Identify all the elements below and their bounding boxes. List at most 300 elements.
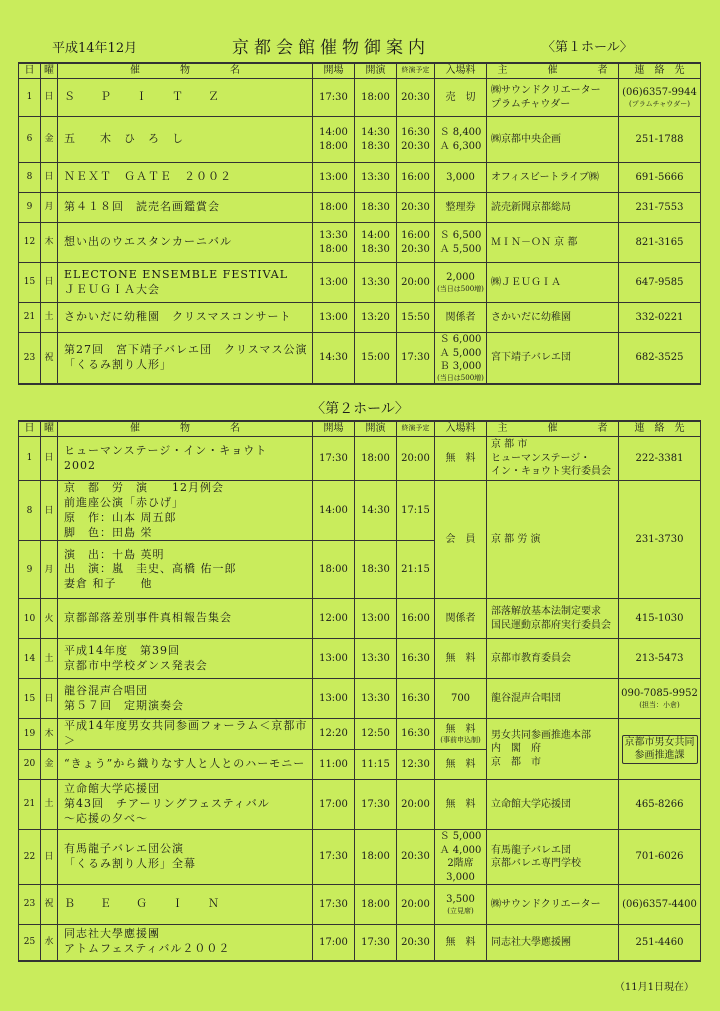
end-time-line: 12:30 xyxy=(401,758,430,770)
contact-line: 691-5666 xyxy=(635,171,684,183)
start-time-line: 18:30 xyxy=(361,243,390,255)
weekday-cell: 火 xyxy=(41,599,58,639)
open-time-line: 13:30 xyxy=(319,230,348,241)
open-time-line: 13:00 xyxy=(319,171,348,183)
organizer xyxy=(487,303,619,333)
event-name-line: 龍谷混声合唱団 xyxy=(64,684,148,698)
organizer-line: 部落解放基本法制定要求 xyxy=(491,606,601,618)
table-row xyxy=(19,79,701,117)
contact-line: (06)6357-9944 xyxy=(622,87,697,99)
start-time xyxy=(355,830,397,885)
event-name xyxy=(58,263,313,303)
event-name xyxy=(58,750,313,780)
contact-box xyxy=(622,735,698,764)
event-name xyxy=(58,541,313,599)
weekday-cell: 祝 xyxy=(41,885,58,925)
weekday-cell: 月 xyxy=(41,541,58,599)
header xyxy=(0,0,720,60)
open-time-line: 13:00 xyxy=(319,653,348,665)
event-name-line: 第４１８回 読売名画鑑賞会 xyxy=(64,200,220,214)
contact-line: 465-8266 xyxy=(635,798,684,810)
start-time-line: 18:00 xyxy=(361,452,390,464)
event-name xyxy=(58,193,313,223)
end-time xyxy=(397,885,435,925)
start-time-line: 18:30 xyxy=(361,564,390,576)
open-time-line: 18:00 xyxy=(319,564,348,576)
start-time-line: 15:00 xyxy=(361,352,390,364)
admission-fee-line: 関係者 xyxy=(445,613,476,625)
event-name-line: ELECTONE ENSEMBLE FESTIVAL xyxy=(64,267,289,281)
open-time xyxy=(313,481,355,541)
organizer-line: 有馬龍子バレエ団 xyxy=(491,844,571,856)
end-time-line: 20:30 xyxy=(401,936,430,948)
event-name-line: 京 都 労 演 12月例会 xyxy=(64,481,224,494)
table-row xyxy=(19,333,701,384)
organizer xyxy=(487,437,619,481)
end-time-line: 20:30 xyxy=(401,243,430,255)
organizer xyxy=(487,193,619,223)
start-time-line: 13:30 xyxy=(361,693,390,705)
event-name xyxy=(58,679,313,719)
contact-line: 231-7553 xyxy=(635,201,684,213)
open-time-line: 13:00 xyxy=(319,311,348,323)
start-time xyxy=(355,599,397,639)
end-time xyxy=(397,719,435,750)
day-cell: 10 xyxy=(19,599,41,639)
contact-line: 332-0221 xyxy=(635,311,684,323)
contact xyxy=(619,437,701,481)
end-time-line: 16:00 xyxy=(401,171,430,183)
start-time-line: 18:30 xyxy=(361,201,390,213)
event-name xyxy=(58,599,313,639)
admission-fee-line: Ｓ 6,500 xyxy=(439,230,482,241)
day-cell: 8 xyxy=(19,163,41,193)
weekday-cell: 祝 xyxy=(41,333,58,384)
open-time-line: 17:30 xyxy=(319,452,348,464)
event-name-line: 出 演：嵐 圭史、高橋 佑一郎 xyxy=(64,562,237,576)
end-time-line: 16:30 xyxy=(401,653,430,665)
weekday-cell: 水 xyxy=(41,925,58,961)
admission-fee xyxy=(435,885,487,925)
open-time xyxy=(313,263,355,303)
organizer xyxy=(487,79,619,117)
event-name xyxy=(58,830,313,885)
admission-fee-line: Ｂ 3,000 xyxy=(439,361,482,372)
contact xyxy=(619,719,701,780)
table-row xyxy=(19,193,701,223)
contact xyxy=(619,193,701,223)
start-time-line: 14:00 xyxy=(361,230,390,241)
admission-fee-line: Ａ 5,500 xyxy=(439,243,482,255)
admission-fee-line: 2階席 3,000 xyxy=(446,858,475,883)
open-time xyxy=(313,679,355,719)
open-time-line: 17:30 xyxy=(319,91,348,103)
day-cell: 23 xyxy=(19,333,41,384)
weekday-cell: 土 xyxy=(41,780,58,830)
col-event: 催 物 名 xyxy=(58,63,313,79)
start-time-line: 12:50 xyxy=(361,728,390,740)
contact-line: 415-1030 xyxy=(635,613,684,625)
open-time xyxy=(313,830,355,885)
weekday-cell: 日 xyxy=(41,79,58,117)
weekday-cell: 月 xyxy=(41,193,58,223)
end-time xyxy=(397,599,435,639)
end-time xyxy=(397,223,435,263)
event-name-line: 平成14年度 第39回 xyxy=(64,644,180,658)
event-name-line: ＪＥＵＧＩＡ大会 xyxy=(64,282,160,296)
start-time-line: 13:00 xyxy=(361,613,390,625)
organizer-line: ㈱京都中央企画 xyxy=(491,133,561,145)
weekday-cell: 日 xyxy=(41,163,58,193)
organizer-line: プラムチャウダー xyxy=(491,98,571,110)
start-time xyxy=(355,79,397,117)
page-title: 京都会館催物御案内 xyxy=(232,38,430,58)
day-cell: 21 xyxy=(19,780,41,830)
start-time-line: 13:30 xyxy=(361,276,390,288)
contact xyxy=(619,925,701,961)
admission-fee xyxy=(435,780,487,830)
start-time xyxy=(355,437,397,481)
day-cell: 15 xyxy=(19,263,41,303)
event-name-line: 第５７回 定期演奏会 xyxy=(64,698,184,712)
open-time-line: 17:30 xyxy=(319,851,348,863)
table-row xyxy=(19,885,701,925)
col-end: 終演予定 xyxy=(397,421,435,437)
organizer-line: 立命館大学応援団 xyxy=(491,798,571,810)
admission-fee-line: 無 料 xyxy=(445,798,476,810)
col-fee: 入場料 xyxy=(435,63,487,79)
admission-fee xyxy=(435,679,487,719)
end-time xyxy=(397,437,435,481)
open-time xyxy=(313,780,355,830)
table-row xyxy=(19,780,701,830)
contact-line: 251-1788 xyxy=(635,133,684,145)
organizer xyxy=(487,333,619,384)
admission-fee-line: 関係者 xyxy=(445,311,476,323)
organizer: 京 都 労 演 xyxy=(487,481,619,599)
event-name-line: 脚 色：田島 栄 xyxy=(64,525,153,539)
day-cell: 22 xyxy=(19,830,41,885)
weekday-cell: 土 xyxy=(41,303,58,333)
organizer-line: 内 閣 府 xyxy=(491,743,541,755)
weekday-cell: 日 xyxy=(41,263,58,303)
day-cell: 6 xyxy=(19,117,41,163)
open-time-line: 18:00 xyxy=(319,243,348,255)
day-cell: 8 xyxy=(19,481,41,541)
organizer-line: オフィスビートライブ㈱ xyxy=(491,171,599,183)
event-name-line: 「くるみ割り人形」 xyxy=(64,357,172,371)
event-name-line: “きょう”から織りなす人と人とのハーモニー xyxy=(64,757,306,771)
col-weekday: 曜 xyxy=(41,421,58,437)
organizer xyxy=(487,599,619,639)
col-start: 開演 xyxy=(355,63,397,79)
event-name xyxy=(58,780,313,830)
organizer xyxy=(487,639,619,679)
table-row xyxy=(19,437,701,481)
admission-fee-line: (当日は500増) xyxy=(437,373,484,382)
end-time xyxy=(397,780,435,830)
hall2-schedule-table xyxy=(18,420,701,962)
open-time xyxy=(313,303,355,333)
open-time xyxy=(313,163,355,193)
admission-fee-line: 売 切 xyxy=(445,91,476,103)
organizer xyxy=(487,925,619,961)
contact xyxy=(619,333,701,384)
end-time xyxy=(397,163,435,193)
end-time-line: 20:30 xyxy=(401,851,430,863)
open-time-line: 17:30 xyxy=(319,898,348,910)
contact-line: 701-6026 xyxy=(635,851,684,863)
end-time-line: 17:15 xyxy=(401,504,430,516)
hall1-header-row xyxy=(19,63,701,79)
day-cell: 23 xyxy=(19,885,41,925)
event-name-line: 有馬龍子バレエ団公演 xyxy=(64,842,184,856)
start-time-line: 17:30 xyxy=(361,798,390,810)
organizer-line: 京都バレエ専門学校 xyxy=(491,858,581,870)
admission-fee xyxy=(435,719,487,750)
contact-line: 251-4460 xyxy=(635,936,684,948)
admission-fee-line: Ｓ 5,000 xyxy=(439,831,482,843)
end-time-line: 16:00 xyxy=(401,613,430,625)
table-row xyxy=(19,679,701,719)
end-time-line: 16:30 xyxy=(401,127,430,138)
contact: 231-3730 xyxy=(619,481,701,599)
end-time-line: 17:30 xyxy=(401,352,430,364)
contact xyxy=(619,163,701,193)
end-time xyxy=(397,481,435,541)
publication-date: 平成14年12月 xyxy=(52,41,138,56)
open-time xyxy=(313,541,355,599)
admission-fee xyxy=(435,750,487,780)
weekday-cell: 日 xyxy=(41,481,58,541)
contact xyxy=(619,639,701,679)
table-row xyxy=(19,163,701,193)
organizer xyxy=(487,780,619,830)
admission-fee-line: 700 xyxy=(450,693,471,705)
organizer-line: 男女共同参画推進本部 xyxy=(491,729,591,741)
admission-fee xyxy=(435,333,487,384)
event-name-line: Ｂ Ｅ Ｇ Ｉ Ｎ xyxy=(64,897,220,911)
open-time xyxy=(313,639,355,679)
day-cell: 21 xyxy=(19,303,41,333)
end-time xyxy=(397,541,435,599)
event-name-line: 「くるみ割り人形」全幕 xyxy=(64,857,196,871)
open-time xyxy=(313,437,355,481)
admission-fee-line: 整理券 xyxy=(445,201,476,213)
event-name-line: 第43回 チアーリングフェスティバル xyxy=(64,797,270,811)
event-name-line: ＮＥＸＴ ＧＡＴＥ ２００２ xyxy=(64,170,232,184)
organizer xyxy=(487,117,619,163)
admission-fee-line: Ａ 4,000 xyxy=(439,844,482,856)
start-time xyxy=(355,679,397,719)
table-row xyxy=(19,263,701,303)
contact-line: 213-5473 xyxy=(635,653,684,665)
contact xyxy=(619,223,701,263)
weekday-cell: 日 xyxy=(41,830,58,885)
start-time xyxy=(355,885,397,925)
contact-line: (プラムチャウダー) xyxy=(629,99,690,108)
end-time-line: 20:30 xyxy=(401,91,430,103)
event-name xyxy=(58,885,313,925)
contact-line: 090-7085-9952 xyxy=(621,688,698,700)
col-end: 終演予定 xyxy=(397,63,435,79)
start-time-line: 18:00 xyxy=(361,91,390,103)
table-row xyxy=(19,639,701,679)
contact xyxy=(619,599,701,639)
open-time-line: 14:30 xyxy=(319,352,348,364)
contact xyxy=(619,780,701,830)
weekday-cell: 金 xyxy=(41,117,58,163)
organizer xyxy=(487,830,619,885)
event-name xyxy=(58,333,313,384)
contact-line: 682-3525 xyxy=(635,352,684,364)
admission-fee-line: 無 料 xyxy=(445,723,476,735)
weekday-cell: 土 xyxy=(41,639,58,679)
as-of-date-note: （11月1日現在） xyxy=(614,982,694,993)
admission-fee-line: 無 料 xyxy=(445,758,476,770)
open-time-line: 17:00 xyxy=(319,936,348,948)
weekday-cell: 金 xyxy=(41,750,58,780)
event-name-line: ヒューマンステージ・イン・キョウト 2002 xyxy=(64,443,280,472)
organizer-line: 京都市教育委員会 xyxy=(491,653,571,665)
organizer-line: 同志社大學應援團 xyxy=(491,936,571,948)
day-cell: 19 xyxy=(19,719,41,750)
event-name-line: 同志社大學應援團 xyxy=(64,927,160,941)
admission-fee xyxy=(435,263,487,303)
open-time-line: 13:00 xyxy=(319,693,348,705)
admission-fee-line: Ｓ 6,000 xyxy=(439,334,482,345)
start-time xyxy=(355,263,397,303)
organizer-line: 宮下靖子バレエ団 xyxy=(491,352,571,364)
event-name-line: 京都部落差別事件真相報告集会 xyxy=(64,611,232,625)
start-time-line: 13:30 xyxy=(361,171,390,183)
contact-line: 647-9585 xyxy=(635,276,684,288)
organizer-line: さかいだに幼稚園 xyxy=(491,311,571,323)
weekday-cell: 日 xyxy=(41,437,58,481)
admission-fee-line: (事前申込制) xyxy=(440,736,481,745)
day-cell: 1 xyxy=(19,79,41,117)
event-name xyxy=(58,163,313,193)
weekday-cell: 木 xyxy=(41,719,58,750)
organizer-line: ＭＩＮ－ＯＮ 京 都 xyxy=(491,236,578,248)
end-time xyxy=(397,117,435,163)
event-name-line: ～応援の夕べ～ xyxy=(64,811,148,825)
event-name xyxy=(58,79,313,117)
start-time xyxy=(355,780,397,830)
hall2-label: 〈第２ホール〉 xyxy=(311,401,409,417)
event-name-line: 五 木 ひ ろ し xyxy=(64,132,184,146)
admission-fee xyxy=(435,117,487,163)
col-open: 開場 xyxy=(313,63,355,79)
event-name-line: アトムフェスティバル２００２ xyxy=(64,942,231,956)
col-event: 催 物 名 xyxy=(58,421,313,437)
day-cell: 9 xyxy=(19,193,41,223)
contact xyxy=(619,303,701,333)
open-time-line: 18:00 xyxy=(319,201,348,213)
admission-fee-line: Ａ 5,000 xyxy=(439,347,482,359)
admission-fee-line: 無 料 xyxy=(445,452,476,464)
event-name xyxy=(58,719,313,750)
start-time xyxy=(355,719,397,750)
table-row xyxy=(19,925,701,961)
admission-fee xyxy=(435,437,487,481)
contact-line: 222-3381 xyxy=(635,452,684,464)
day-cell: 9 xyxy=(19,541,41,599)
open-time-line: 11:00 xyxy=(319,758,348,770)
start-time xyxy=(355,303,397,333)
event-name-line: 妻倉 和子 他 xyxy=(64,577,153,591)
day-cell: 25 xyxy=(19,925,41,961)
contact xyxy=(619,830,701,885)
col-start: 開演 xyxy=(355,421,397,437)
organizer-line: 京 都 市 xyxy=(491,756,541,768)
admission-fee-line: (立見席) xyxy=(447,906,474,915)
contact xyxy=(619,679,701,719)
open-time xyxy=(313,750,355,780)
end-time-line: 16:30 xyxy=(401,693,430,705)
open-time-line: 14:00 xyxy=(319,504,348,516)
start-time xyxy=(355,117,397,163)
contact xyxy=(619,263,701,303)
admission-fee-line: 無 料 xyxy=(445,653,476,665)
admission-fee xyxy=(435,163,487,193)
event-name-line: 想い出のウエスタンカーニバル xyxy=(64,235,232,249)
organizer-line: ㈱サウンドクリエーター xyxy=(491,898,601,910)
end-time xyxy=(397,830,435,885)
col-contact: 連 絡 先 xyxy=(619,63,701,79)
event-name-line: 原 作：山本 周五郎 xyxy=(64,510,177,524)
event-name-line: 前進座公演「赤ひげ」 xyxy=(64,495,184,509)
event-name xyxy=(58,223,313,263)
end-time xyxy=(397,333,435,384)
day-cell: 14 xyxy=(19,639,41,679)
event-name-line: 平成14年度男女共同参画フォーラム＜京都市＞ xyxy=(64,719,308,748)
table-row xyxy=(19,719,701,750)
start-time xyxy=(355,193,397,223)
start-time-line: 18:00 xyxy=(361,851,390,863)
event-name-line: さかいだに幼稚園 クリスマスコンサート xyxy=(64,310,292,324)
organizer xyxy=(487,679,619,719)
admission-fee xyxy=(435,599,487,639)
col-organizer: 主 催 者 xyxy=(487,421,619,437)
day-cell: 12 xyxy=(19,223,41,263)
start-time xyxy=(355,639,397,679)
open-time xyxy=(313,333,355,384)
day-cell: 15 xyxy=(19,679,41,719)
end-time xyxy=(397,750,435,780)
start-time-line: 11:15 xyxy=(361,758,390,770)
open-time xyxy=(313,885,355,925)
contact-line: (担当：小倉) xyxy=(639,700,680,709)
admission-fee-line: 3,500 xyxy=(446,894,475,906)
open-time xyxy=(313,599,355,639)
organizer-line: ヒューマンステージ・ xyxy=(491,452,591,464)
organizer-line: ㈱ＪＥＵＧＩＡ xyxy=(491,276,561,288)
admission-fee xyxy=(435,830,487,885)
end-time xyxy=(397,303,435,333)
start-time-line: 14:30 xyxy=(361,504,390,516)
admission-fee xyxy=(435,639,487,679)
open-time xyxy=(313,223,355,263)
open-time xyxy=(313,719,355,750)
start-time xyxy=(355,163,397,193)
admission-fee xyxy=(435,79,487,117)
contact-line: (06)6357-4400 xyxy=(622,898,697,910)
weekday-cell: 日 xyxy=(41,679,58,719)
organizer-line: 龍谷混声合唱団 xyxy=(491,693,561,705)
table-row xyxy=(19,303,701,333)
start-time-line: 18:30 xyxy=(361,140,390,152)
